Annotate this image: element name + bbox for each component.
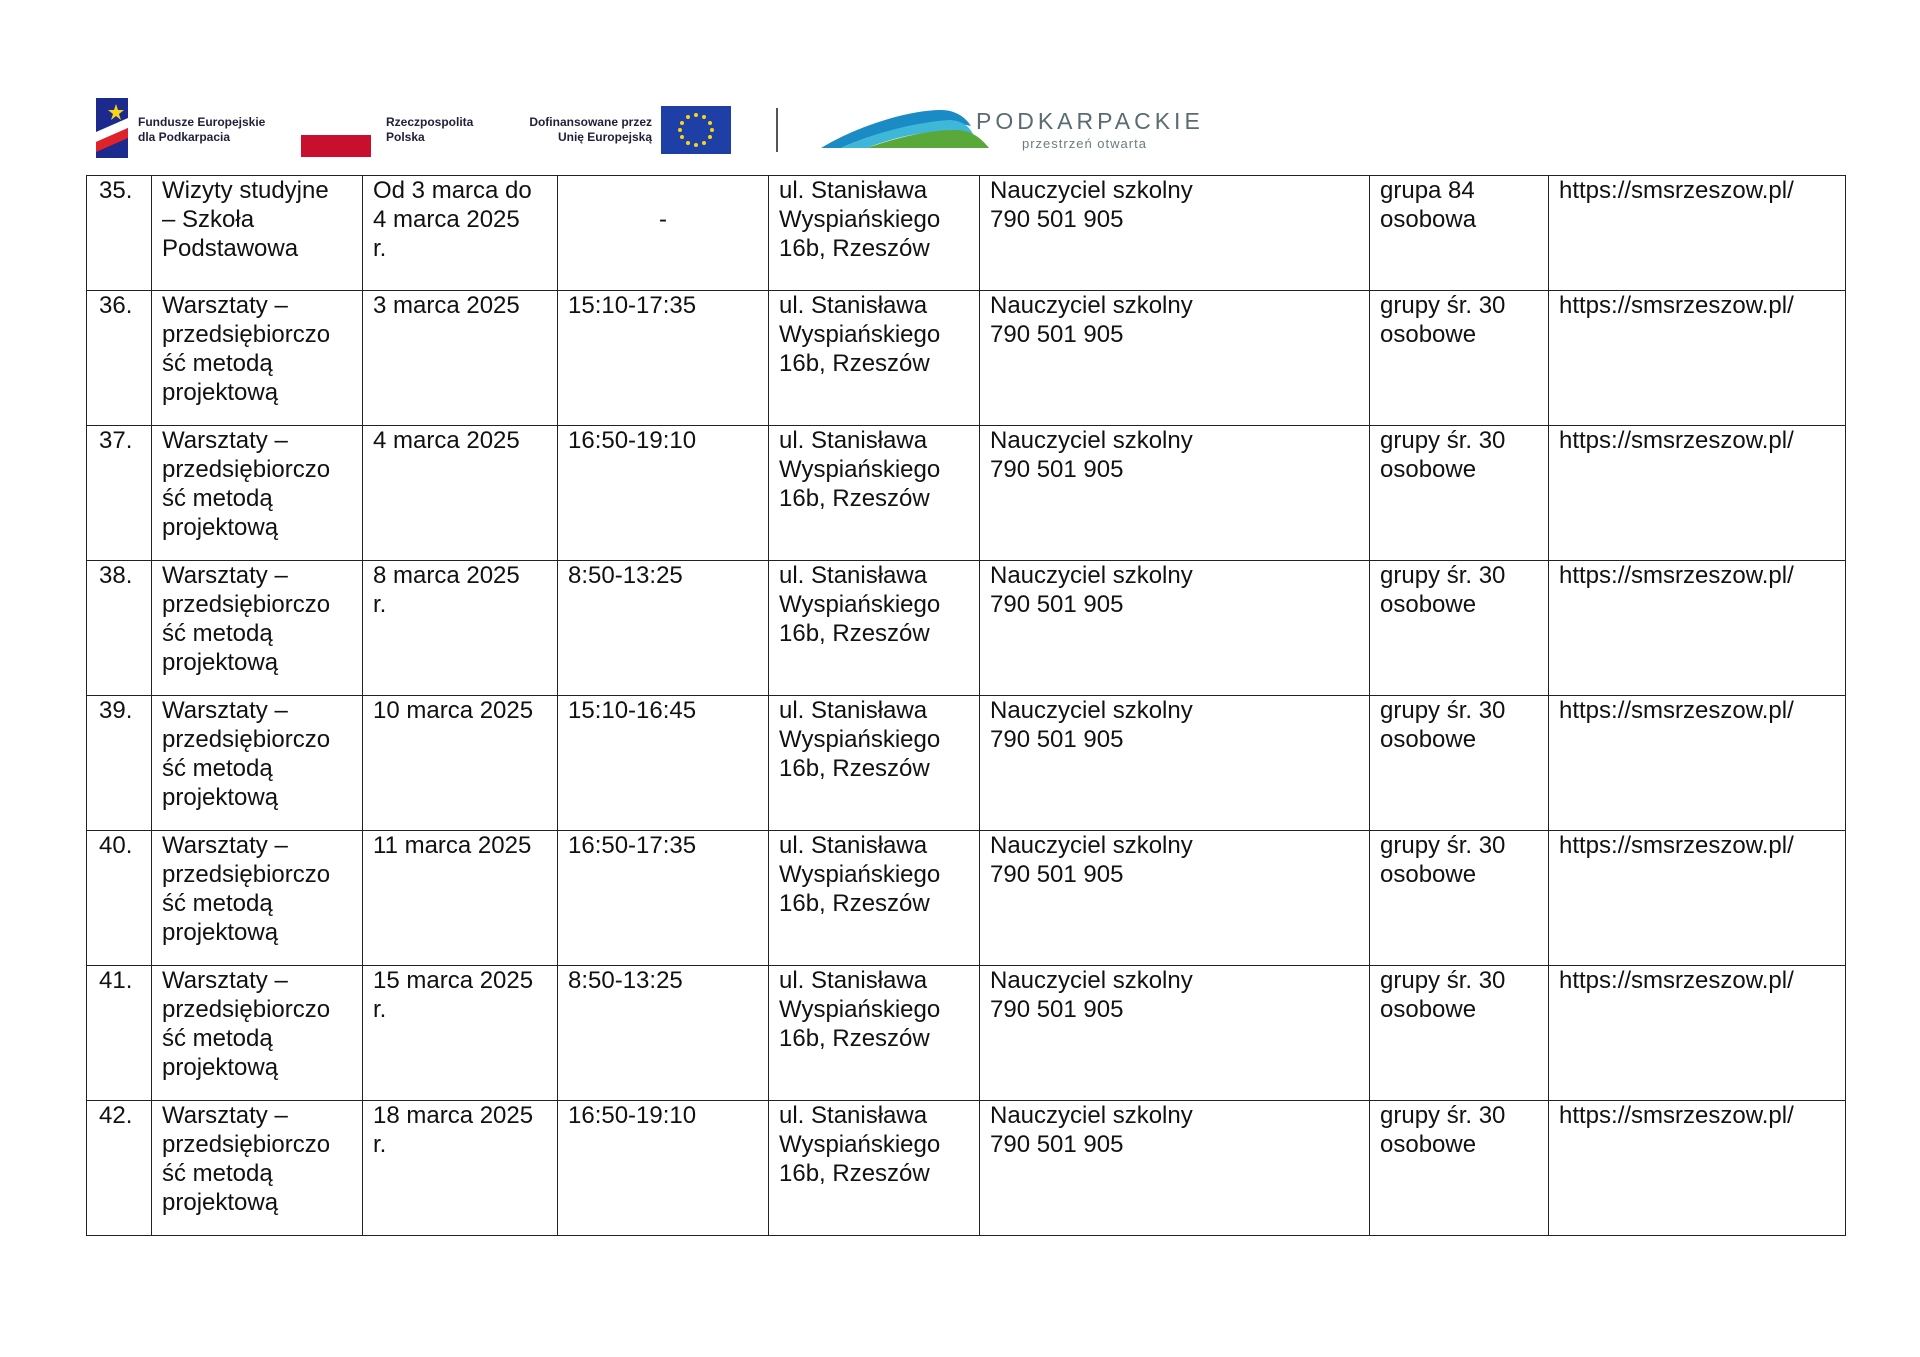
- activity-name-line: projektową: [162, 379, 279, 406]
- activity-contact-line: Nauczyciel szkolny: [990, 832, 1193, 859]
- activity-date-line: 3 marca 2025: [373, 292, 520, 319]
- activity-name-line: przedsiębiorczo: [162, 456, 331, 483]
- group-size: [1370, 696, 1549, 831]
- group-size-line: grupy śr. 30: [1380, 967, 1506, 994]
- website-link[interactable]: [1549, 176, 1846, 291]
- activity-address-line: Wyspiańskiego: [779, 206, 941, 233]
- row-number: [87, 696, 152, 831]
- table-row: [87, 426, 1846, 561]
- activity-time-line: 8:50-13:25: [568, 967, 683, 994]
- activity-contact: [980, 831, 1370, 966]
- activity-name-line: Warsztaty –: [162, 967, 288, 994]
- eu-flag-icon: [661, 106, 731, 154]
- group-size-line: osobowe: [1380, 321, 1477, 348]
- logo-strip: [96, 96, 1226, 160]
- group-size-line: grupa 84: [1380, 177, 1475, 204]
- activity-contact: [980, 696, 1370, 831]
- activity-address-line: 16b, Rzeszów: [779, 890, 930, 917]
- table-row: [87, 696, 1846, 831]
- activity-name-line: przedsiębiorczo: [162, 996, 331, 1023]
- group-size: [1370, 291, 1549, 426]
- website-link-text[interactable]: https://smsrzeszow.pl/: [1559, 967, 1794, 994]
- activity-name-line: projektową: [162, 649, 279, 676]
- activity-time: [558, 561, 769, 696]
- podkarpackie-title: PODKARPACKIE: [976, 108, 1204, 134]
- activity-name-line: przedsiębiorczo: [162, 1131, 331, 1158]
- activity-name: [152, 1101, 363, 1236]
- activity-time-line: 8:50-13:25: [568, 562, 683, 589]
- activity-contact-line: 790 501 905: [990, 861, 1124, 888]
- group-size-line: grupy śr. 30: [1380, 562, 1506, 589]
- logo-divider: [776, 108, 778, 152]
- row-number: [87, 426, 152, 561]
- activity-time: [558, 696, 769, 831]
- activity-time: [558, 426, 769, 561]
- activity-date-line: r.: [373, 1131, 387, 1158]
- activity-address-line: 16b, Rzeszów: [779, 235, 930, 262]
- activity-name-line: przedsiębiorczo: [162, 861, 331, 888]
- website-link[interactable]: [1549, 1101, 1846, 1236]
- website-link-text[interactable]: https://smsrzeszow.pl/: [1559, 562, 1794, 589]
- activity-contact-line: 790 501 905: [990, 456, 1124, 483]
- activity-address-line: ul. Stanisława: [779, 967, 928, 994]
- activity-address: [769, 831, 980, 966]
- activity-contact-line: Nauczyciel szkolny: [990, 562, 1193, 589]
- fundusze-europejskie-text: Fundusze Europejskie dla Podkarpacia: [138, 115, 266, 144]
- activity-address: [769, 1101, 980, 1236]
- group-size-line: grupy śr. 30: [1380, 292, 1506, 319]
- activity-name-line: przedsiębiorczo: [162, 321, 331, 348]
- website-link-text[interactable]: https://smsrzeszow.pl/: [1559, 177, 1794, 204]
- activity-time: [558, 1101, 769, 1236]
- activity-time: [558, 831, 769, 966]
- activity-name-line: przedsiębiorczo: [162, 726, 331, 753]
- table-row: [87, 831, 1846, 966]
- website-link[interactable]: [1549, 966, 1846, 1101]
- group-size: [1370, 831, 1549, 966]
- activity-name-line: Warsztaty –: [162, 562, 288, 589]
- activity-address-line: Wyspiańskiego: [779, 726, 941, 753]
- group-size: [1370, 966, 1549, 1101]
- activity-contact-line: 790 501 905: [990, 1131, 1124, 1158]
- row-number-text: 41.: [99, 967, 133, 994]
- eu-cofinancing-text: Dofinansowane przez Unię Europejską: [529, 115, 652, 144]
- activity-name: [152, 291, 363, 426]
- activity-contact-line: 790 501 905: [990, 996, 1124, 1023]
- activity-date-line: r.: [373, 591, 387, 618]
- activity-date-line: r.: [373, 996, 387, 1023]
- activity-address: [769, 291, 980, 426]
- activity-name-line: Warsztaty –: [162, 292, 288, 319]
- website-link[interactable]: [1549, 291, 1846, 426]
- podkarpackie-hills-icon: [821, 104, 991, 150]
- group-size: [1370, 176, 1549, 291]
- website-link-text[interactable]: https://smsrzeszow.pl/: [1559, 292, 1794, 319]
- activity-name-line: projektową: [162, 1189, 279, 1216]
- row-number-text: 38.: [99, 562, 133, 589]
- website-link-text[interactable]: https://smsrzeszow.pl/: [1559, 427, 1794, 454]
- group-size-line: osobowa: [1380, 206, 1477, 233]
- table-row: [87, 176, 1846, 291]
- activity-date: [363, 966, 558, 1101]
- activity-name-line: ść metodą: [162, 890, 273, 917]
- table-row: [87, 291, 1846, 426]
- activity-contact-line: 790 501 905: [990, 726, 1124, 753]
- row-number: [87, 561, 152, 696]
- activity-address-line: Wyspiańskiego: [779, 996, 941, 1023]
- activity-time-line: 16:50-19:10: [568, 427, 697, 454]
- activity-contact-line: Nauczyciel szkolny: [990, 967, 1193, 994]
- activity-contact: [980, 291, 1370, 426]
- activity-date-line: 15 marca 2025: [373, 967, 534, 994]
- activity-time: [558, 176, 769, 291]
- activity-date-line: r.: [373, 235, 387, 262]
- row-number: [87, 966, 152, 1101]
- group-size-line: osobowe: [1380, 861, 1477, 888]
- activity-address-line: ul. Stanisława: [779, 427, 928, 454]
- activity-name-line: Warsztaty –: [162, 427, 288, 454]
- activity-date-line: 4 marca 2025: [373, 427, 520, 454]
- row-number-text: 37.: [99, 427, 133, 454]
- activity-date-line: 11 marca 2025: [373, 832, 532, 859]
- table-row: [87, 561, 1846, 696]
- activity-address: [769, 426, 980, 561]
- activity-address-line: ul. Stanisława: [779, 832, 928, 859]
- activity-address-line: ul. Stanisława: [779, 292, 928, 319]
- activity-date-line: 10 marca 2025: [373, 697, 534, 724]
- activity-date: [363, 291, 558, 426]
- activity-name-line: Warsztaty –: [162, 1102, 288, 1129]
- group-size-line: osobowe: [1380, 456, 1477, 483]
- activity-address-line: 16b, Rzeszów: [779, 485, 930, 512]
- activity-time: [558, 291, 769, 426]
- activity-name: [152, 696, 363, 831]
- activity-address-line: 16b, Rzeszów: [779, 1160, 930, 1187]
- website-link[interactable]: [1549, 426, 1846, 561]
- row-number: [87, 291, 152, 426]
- activity-contact-line: Nauczyciel szkolny: [990, 1102, 1193, 1129]
- activity-date: [363, 696, 558, 831]
- group-size-line: osobowe: [1380, 591, 1477, 618]
- activity-name-line: przedsiębiorczo: [162, 591, 331, 618]
- activity-name-line: ść metodą: [162, 350, 273, 377]
- activity-address-line: ul. Stanisława: [779, 177, 928, 204]
- website-link-text[interactable]: https://smsrzeszow.pl/: [1559, 832, 1794, 859]
- activity-address-line: ul. Stanisława: [779, 697, 928, 724]
- schedule-body: [87, 176, 1846, 1236]
- activity-name-line: ść metodą: [162, 620, 273, 647]
- activity-address: [769, 176, 980, 291]
- group-size-line: grupy śr. 30: [1380, 427, 1506, 454]
- row-number: [87, 1101, 152, 1236]
- activity-name-line: Warsztaty –: [162, 697, 288, 724]
- activity-address: [769, 696, 980, 831]
- activity-address-line: ul. Stanisława: [779, 1102, 928, 1129]
- activity-name-line: projektową: [162, 1054, 279, 1081]
- activity-name-line: – Szkoła: [162, 206, 255, 233]
- activity-name-line: Podstawowa: [162, 235, 299, 262]
- row-number-text: 36.: [99, 292, 133, 319]
- activity-contact: [980, 966, 1370, 1101]
- schedule-table: [86, 175, 1846, 1236]
- activity-address-line: Wyspiańskiego: [779, 321, 941, 348]
- website-link[interactable]: [1549, 831, 1846, 966]
- group-size-line: osobowe: [1380, 996, 1477, 1023]
- activity-date: [363, 561, 558, 696]
- table-row: [87, 966, 1846, 1101]
- activity-date-line: 18 marca 2025: [373, 1102, 534, 1129]
- activity-contact-line: Nauczyciel szkolny: [990, 292, 1193, 319]
- activity-name: [152, 426, 363, 561]
- group-size-line: osobowe: [1380, 726, 1477, 753]
- activity-name-line: projektową: [162, 784, 279, 811]
- activity-time-line: 16:50-17:35: [568, 832, 697, 859]
- activity-date-line: 4 marca 2025: [373, 206, 520, 233]
- activity-name-line: Wizyty studyjne: [162, 177, 329, 204]
- fundusze-europejskie-logo-icon: [96, 98, 128, 158]
- activity-date: [363, 1101, 558, 1236]
- activity-time-line: 16:50-19:10: [568, 1102, 697, 1129]
- activity-date: [363, 176, 558, 291]
- group-size-line: grupy śr. 30: [1380, 832, 1506, 859]
- podkarpackie-tagline: przestrzeń otwarta: [1022, 136, 1147, 151]
- activity-address-line: Wyspiańskiego: [779, 456, 941, 483]
- activity-name: [152, 561, 363, 696]
- activity-name: [152, 176, 363, 291]
- rzeczpospolita-text: Rzeczpospolita Polska: [386, 115, 474, 144]
- activity-time-line: 15:10-17:35: [568, 292, 697, 319]
- row-number: [87, 176, 152, 291]
- website-link-text[interactable]: https://smsrzeszow.pl/: [1559, 1102, 1794, 1129]
- activity-address: [769, 966, 980, 1101]
- activity-contact-line: Nauczyciel szkolny: [990, 427, 1193, 454]
- activity-time: [558, 966, 769, 1101]
- activity-date: [363, 426, 558, 561]
- website-link-text[interactable]: https://smsrzeszow.pl/: [1559, 697, 1794, 724]
- group-size: [1370, 426, 1549, 561]
- activity-date-line: 8 marca 2025: [373, 562, 520, 589]
- activity-name: [152, 966, 363, 1101]
- group-size: [1370, 561, 1549, 696]
- activity-address-line: Wyspiańskiego: [779, 1131, 941, 1158]
- activity-address: [769, 561, 980, 696]
- activity-contact-line: 790 501 905: [990, 206, 1124, 233]
- website-link[interactable]: [1549, 561, 1846, 696]
- activity-time-line: -: [659, 206, 667, 233]
- activity-time-line: 15:10-16:45: [568, 697, 697, 724]
- group-size: [1370, 1101, 1549, 1236]
- activity-contact: [980, 426, 1370, 561]
- activity-address-line: 16b, Rzeszów: [779, 350, 930, 377]
- table-row: [87, 1101, 1846, 1236]
- activity-name-line: projektową: [162, 514, 279, 541]
- activity-address-line: 16b, Rzeszów: [779, 620, 930, 647]
- activity-date-line: Od 3 marca do: [373, 177, 532, 204]
- activity-name-line: ść metodą: [162, 755, 273, 782]
- group-size-line: grupy śr. 30: [1380, 697, 1506, 724]
- activity-address-line: 16b, Rzeszów: [779, 1025, 930, 1052]
- activity-date: [363, 831, 558, 966]
- activity-address-line: ul. Stanisława: [779, 562, 928, 589]
- activity-name: [152, 831, 363, 966]
- activity-contact-line: Nauczyciel szkolny: [990, 177, 1193, 204]
- activity-contact: [980, 176, 1370, 291]
- polish-flag-icon: [301, 113, 371, 157]
- activity-address-line: 16b, Rzeszów: [779, 755, 930, 782]
- group-size-line: grupy śr. 30: [1380, 1102, 1506, 1129]
- activity-address-line: Wyspiańskiego: [779, 861, 941, 888]
- activity-name-line: ść metodą: [162, 1025, 273, 1052]
- activity-contact-line: 790 501 905: [990, 321, 1124, 348]
- activity-contact-line: 790 501 905: [990, 591, 1124, 618]
- activity-name-line: projektową: [162, 919, 279, 946]
- row-number: [87, 831, 152, 966]
- row-number-text: 35.: [99, 177, 133, 204]
- activity-contact: [980, 561, 1370, 696]
- website-link[interactable]: [1549, 696, 1846, 831]
- activity-name-line: ść metodą: [162, 1160, 273, 1187]
- activity-name-line: Warsztaty –: [162, 832, 288, 859]
- row-number-text: 39.: [99, 697, 133, 724]
- activity-contact-line: Nauczyciel szkolny: [990, 697, 1193, 724]
- activity-address-line: Wyspiańskiego: [779, 591, 941, 618]
- activity-name-line: ść metodą: [162, 485, 273, 512]
- row-number-text: 42.: [99, 1102, 133, 1129]
- group-size-line: osobowe: [1380, 1131, 1477, 1158]
- activity-contact: [980, 1101, 1370, 1236]
- row-number-text: 40.: [99, 832, 133, 859]
